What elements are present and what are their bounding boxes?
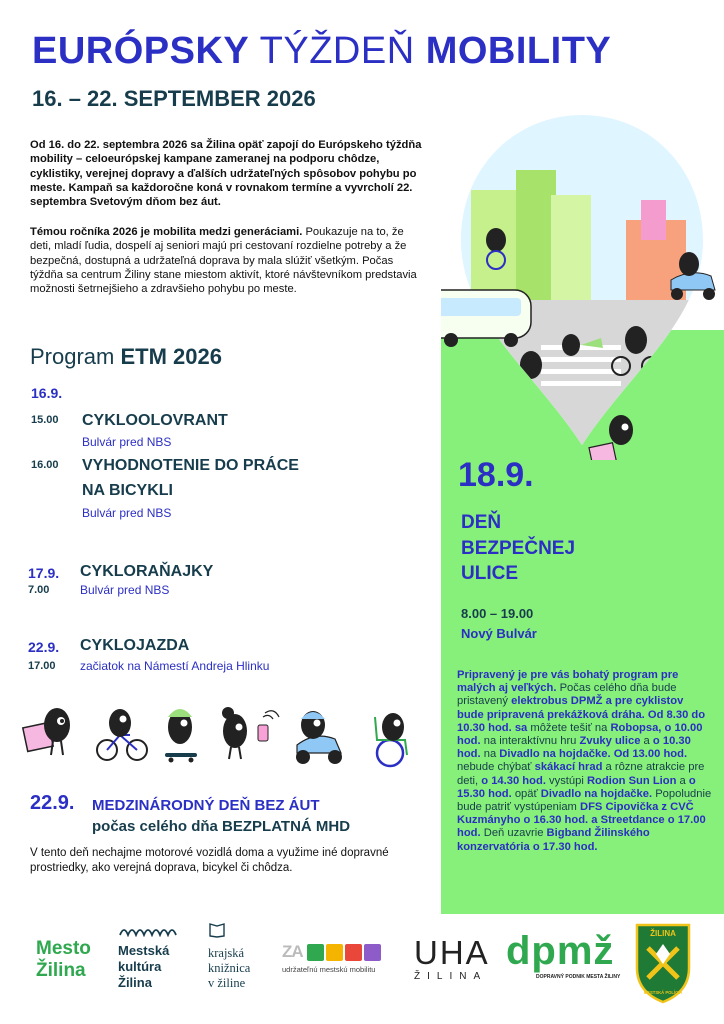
program-text-segment: o 14.30 hod. xyxy=(481,774,546,787)
intro-paragraph-2: Témou ročníka 2026 je mobilita medzi generáciami. Poukazuje na to, že deti, mladí ľudia, dospelí aj seniori majú pri cestovaní rozdielne potreby a že bezpečná, dostupná a udržateľná doprava by mala slúžiť všetkým. Počas týždňa sa centrum Žiliny stane miestom aktivít, ktoré návštevníkom predstavia možnosti šetrnejšieho a zdravšieho pohybu po meste. xyxy=(30,226,417,296)
safe-street-title: DEŇ BEZPEČNEJ ULICE xyxy=(461,512,576,584)
walk-icon xyxy=(307,944,324,961)
program-text-segment: nebude chýbať xyxy=(457,761,535,774)
event-time: 7.00 xyxy=(28,584,50,596)
logo-dpmz: dpmž DOPRAVNÝ PODNIK MESTA ŽILINY xyxy=(506,929,621,980)
car-icon xyxy=(364,944,381,961)
program-text-segment: skákací hrad xyxy=(534,761,603,774)
wave-icon xyxy=(118,925,184,937)
event-name: CYKLOOLOVRANT xyxy=(82,412,228,429)
day-16: 16.9. xyxy=(31,385,63,401)
program-text-segment: Pripravený je pre vás bohatý program pre malých aj veľkých. xyxy=(457,669,679,695)
program-heading: Program ETM 2026 xyxy=(30,344,222,369)
program-text-segment: Počas celého dňa bude pristavený xyxy=(457,682,677,708)
bus-icon xyxy=(345,944,362,961)
day-17: 17.9. xyxy=(28,565,60,581)
event-place: Bulvár pred NBS xyxy=(80,583,170,597)
program-text-segment: môžete tešiť na xyxy=(527,721,611,734)
page-title: EURÓPSKY TÝŽDEŇ MOBILITY xyxy=(32,30,612,72)
event-name: CYKLORAŇAJKY xyxy=(80,563,214,580)
character-with-bag-icon xyxy=(23,708,70,755)
program-text-segment: elektrobus DPMŽ a pre cyklistov bude pripravená prekážková dráha. Od 8.30 do 10.30 hod. sa xyxy=(457,695,706,734)
intro-paragraph-1: Od 16. do 22. septembra 2026 sa Žilina opäť zapojí do Európskeho týždňa mobility – celoeurópskej kampane zameranej na podporu chôdze, cyklistiky, verejnej dopravy a ďalších udržateľných spôsobov pohybu po meste. Kampaň sa každoročne koná v rovnakom termíne a vyvrcholí 22. septembra Svetovým dňom bez áut. xyxy=(30,139,422,209)
program-text-segment: Divadlo na hojdačke. Od 13.00 hod. xyxy=(499,748,688,761)
character-on-scooter-icon xyxy=(296,711,342,764)
safe-street-time: 8.00 – 19.00 xyxy=(461,606,534,621)
program-text-segment: DFS Cipovička z CVČ Kuzmányho o 16.30 hod. a Streetdance o 17.00 hod. xyxy=(457,801,706,840)
logo-mestska-policia xyxy=(634,922,692,1004)
car-free-day-text: V tento deň nechajme motorové vozidlá doma a využime iné dopravné prostriedky, ako verejná doprava, bicykel či chôdza. xyxy=(30,847,389,874)
event-time: 17.00 xyxy=(28,660,56,672)
car-free-day-heading: MEDZINÁRODNÝ DEŇ BEZ ÁUT xyxy=(92,797,320,814)
event-place: začiatok na Námestí Andreja Hlinku xyxy=(80,659,270,673)
character-on-skateboard-icon xyxy=(165,709,197,763)
event-dates: 16. – 22. SEPTEMBER 2026 xyxy=(32,86,316,111)
program-text-segment: a xyxy=(676,774,689,787)
bike-icon xyxy=(326,944,343,961)
logo-uha: UHA ŽILINA xyxy=(414,934,490,982)
program-text-segment: o 10.30 hod. xyxy=(457,735,691,761)
day-22: 22.9. xyxy=(28,639,60,655)
program-text-segment: Divadlo na hojdačke. xyxy=(540,787,653,800)
character-in-wheelchair-icon xyxy=(375,713,407,766)
event-name-line-2: NA BICYKLI xyxy=(82,482,173,499)
safe-street-place: Nový Bulvár xyxy=(461,626,537,641)
svg-text:MESTSKÁ POLÍCIA: MESTSKÁ POLÍCIA xyxy=(643,990,683,995)
event-place: Bulvár pred NBS xyxy=(82,435,172,449)
program-text-segment: Deň uzavrie xyxy=(480,827,547,840)
program-text-segment: a xyxy=(640,735,653,748)
logo-krajska-kniznica: krajská knižnica v žiline xyxy=(208,922,250,991)
logo-mesto-zilina: Mesto Žilina xyxy=(36,938,91,981)
event-time: 16.00 xyxy=(31,459,59,471)
program-text-segment: Bigband Žilinského konzervatória o 17.30 hod. xyxy=(457,827,650,853)
event-time: 15.00 xyxy=(31,414,59,426)
logo-mestska-kultura: Mestská kultúra Žilina xyxy=(118,924,184,991)
program-text-segment: o 15.30 hod. xyxy=(457,774,696,800)
logo-za-mobilitu: ZA udržateľnú mestskú mobilitu xyxy=(282,942,381,974)
character-on-bike-icon xyxy=(97,709,147,760)
program-text-segment: na interaktívnu hru xyxy=(480,735,580,748)
program-text-segment: Zvuky ulice xyxy=(579,735,641,748)
event-place: Bulvár pred NBS xyxy=(82,506,172,520)
event-name: CYKLOJAZDA xyxy=(80,637,190,654)
safe-street-date: 18.9. xyxy=(458,456,534,494)
safe-street-program-text xyxy=(457,669,712,854)
program-text-segment: Rodion Sun Lion xyxy=(586,774,677,787)
program-text-segment: Robopsa, o 10.00 hod. xyxy=(457,721,703,748)
character-with-phone-icon xyxy=(222,707,279,759)
book-icon xyxy=(208,922,226,938)
svg-text:ŽILINA: ŽILINA xyxy=(650,929,676,938)
characters-illustration xyxy=(15,695,425,775)
program-text-segment: vystúpi xyxy=(545,774,587,787)
program-text-segment: na xyxy=(480,748,500,761)
location-pin-illustration xyxy=(441,100,724,460)
program-text-segment: Popoludnie bude patriť vystúpeniam xyxy=(457,787,712,814)
event-name-line-1: VYHODNOTENIE DO PRÁCE xyxy=(82,457,299,474)
program-text-segment: opäť xyxy=(511,787,541,800)
car-free-day-date: 22.9. xyxy=(30,792,75,814)
bus-icon xyxy=(441,290,531,347)
free-transport-heading: počas celého dňa BEZPLATNÁ MHD xyxy=(92,818,351,835)
program-text-segment: a rôzne atrakcie pre deti, xyxy=(457,761,705,787)
